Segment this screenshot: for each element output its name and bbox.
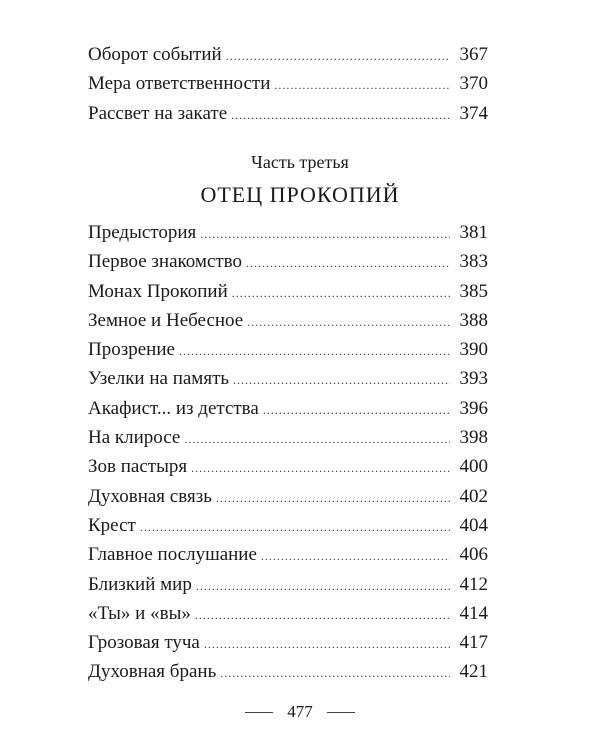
toc-entry-page: 388 bbox=[459, 309, 488, 331]
toc-entry bbox=[88, 277, 488, 306]
toc-top-list bbox=[88, 40, 488, 128]
dot-leader bbox=[140, 513, 450, 542]
dot-leader bbox=[179, 337, 450, 366]
toc-entry-title: Зов пастыря bbox=[88, 456, 188, 478]
toc-entry-page: 381 bbox=[459, 222, 488, 243]
part-label: Часть третья bbox=[251, 152, 349, 172]
toc-entry-title: Рассвет на закате bbox=[88, 102, 228, 124]
toc-entry-page: 393 bbox=[459, 368, 488, 390]
toc-list bbox=[88, 218, 488, 687]
dot-leader bbox=[195, 601, 450, 630]
toc-entry-page: 374 bbox=[459, 102, 488, 124]
dot-leader bbox=[247, 308, 450, 337]
toc-entry bbox=[88, 218, 488, 247]
dot-leader bbox=[261, 542, 450, 571]
toc-entry bbox=[88, 364, 488, 393]
toc-entry-title: Главное послушание bbox=[88, 544, 257, 566]
toc-entry bbox=[88, 306, 488, 335]
dot-leader bbox=[226, 42, 450, 71]
toc-entry-page: 402 bbox=[459, 485, 488, 507]
dot-leader bbox=[246, 249, 450, 278]
dot-leader bbox=[204, 630, 450, 659]
toc-entry-title: Мера ответственности bbox=[88, 73, 271, 95]
toc-entry-page: 398 bbox=[459, 427, 488, 449]
toc-entry-title: Земное и Небесное bbox=[88, 309, 244, 331]
dot-leader bbox=[274, 71, 450, 100]
dot-leader bbox=[232, 279, 450, 308]
dot-leader bbox=[231, 101, 450, 130]
toc-entry bbox=[88, 452, 488, 481]
toc-entry-page: 400 bbox=[459, 456, 488, 478]
folio-rule-left bbox=[245, 712, 273, 713]
toc-entry-page: 383 bbox=[459, 251, 488, 273]
toc-entry-page: 370 bbox=[459, 73, 488, 95]
dot-leader bbox=[191, 454, 450, 483]
toc-entry-page: 406 bbox=[459, 544, 488, 566]
toc-entry-page: 404 bbox=[459, 514, 488, 536]
toc-entry-title: Монах Прокопий bbox=[88, 280, 228, 302]
toc-entry bbox=[88, 40, 488, 69]
toc-entry-title: Акафист... из детства bbox=[88, 397, 259, 419]
toc-entry bbox=[88, 247, 488, 276]
toc-entry-page: 412 bbox=[459, 573, 488, 595]
toc-entry bbox=[88, 599, 488, 628]
toc-entry-title: Духовная связь bbox=[88, 485, 212, 507]
folio-rule-right bbox=[327, 712, 355, 713]
toc-entry bbox=[88, 394, 488, 423]
toc-entry bbox=[88, 511, 488, 540]
toc-entry-title: Прозрение bbox=[88, 339, 175, 361]
page-number-footer bbox=[0, 702, 600, 722]
toc-entry-title: Крест bbox=[88, 514, 136, 536]
toc-entry bbox=[88, 423, 488, 452]
toc-entry bbox=[88, 482, 488, 511]
toc-entry bbox=[88, 628, 488, 657]
toc-entry-title: На клиросе bbox=[88, 427, 181, 449]
part-title: ОТЕЦ ПРОКОПИЙ bbox=[200, 182, 400, 207]
toc-entry bbox=[88, 99, 488, 128]
toc-entry-page: 396 bbox=[459, 397, 488, 419]
dot-leader bbox=[216, 484, 450, 513]
toc-entry-page: 421 bbox=[459, 661, 488, 683]
toc-entry-title: Духовная брань bbox=[88, 661, 217, 683]
toc-entry bbox=[88, 69, 488, 98]
dot-leader bbox=[196, 572, 450, 601]
dot-leader bbox=[220, 659, 450, 688]
toc-entry-title: Грозовая туча bbox=[88, 632, 200, 654]
toc-entry-title: Оборот событий bbox=[88, 44, 222, 65]
dot-leader bbox=[263, 396, 450, 425]
toc-entry-title: «Ты» и «вы» bbox=[88, 602, 191, 624]
toc-entry-title: Узелки на память bbox=[88, 368, 230, 390]
toc-entry bbox=[88, 540, 488, 569]
toc-entry-page: 417 bbox=[459, 632, 488, 654]
page-number: 477 bbox=[287, 702, 313, 721]
dot-leader bbox=[184, 425, 450, 454]
toc-entry-page: 385 bbox=[459, 280, 488, 302]
toc-entry-page: 367 bbox=[459, 44, 488, 65]
toc-entry bbox=[88, 657, 488, 686]
toc-entry-page: 390 bbox=[459, 339, 488, 361]
dot-leader bbox=[200, 220, 450, 249]
toc-entry-title: Предыстория bbox=[88, 222, 197, 243]
toc-entry bbox=[88, 335, 488, 364]
toc-entry-title: Близкий мир bbox=[88, 573, 192, 595]
toc-entry bbox=[88, 570, 488, 599]
toc-entry-page: 414 bbox=[459, 602, 488, 624]
dot-leader bbox=[233, 366, 450, 395]
toc-entry-title: Первое знакомство bbox=[88, 251, 243, 273]
